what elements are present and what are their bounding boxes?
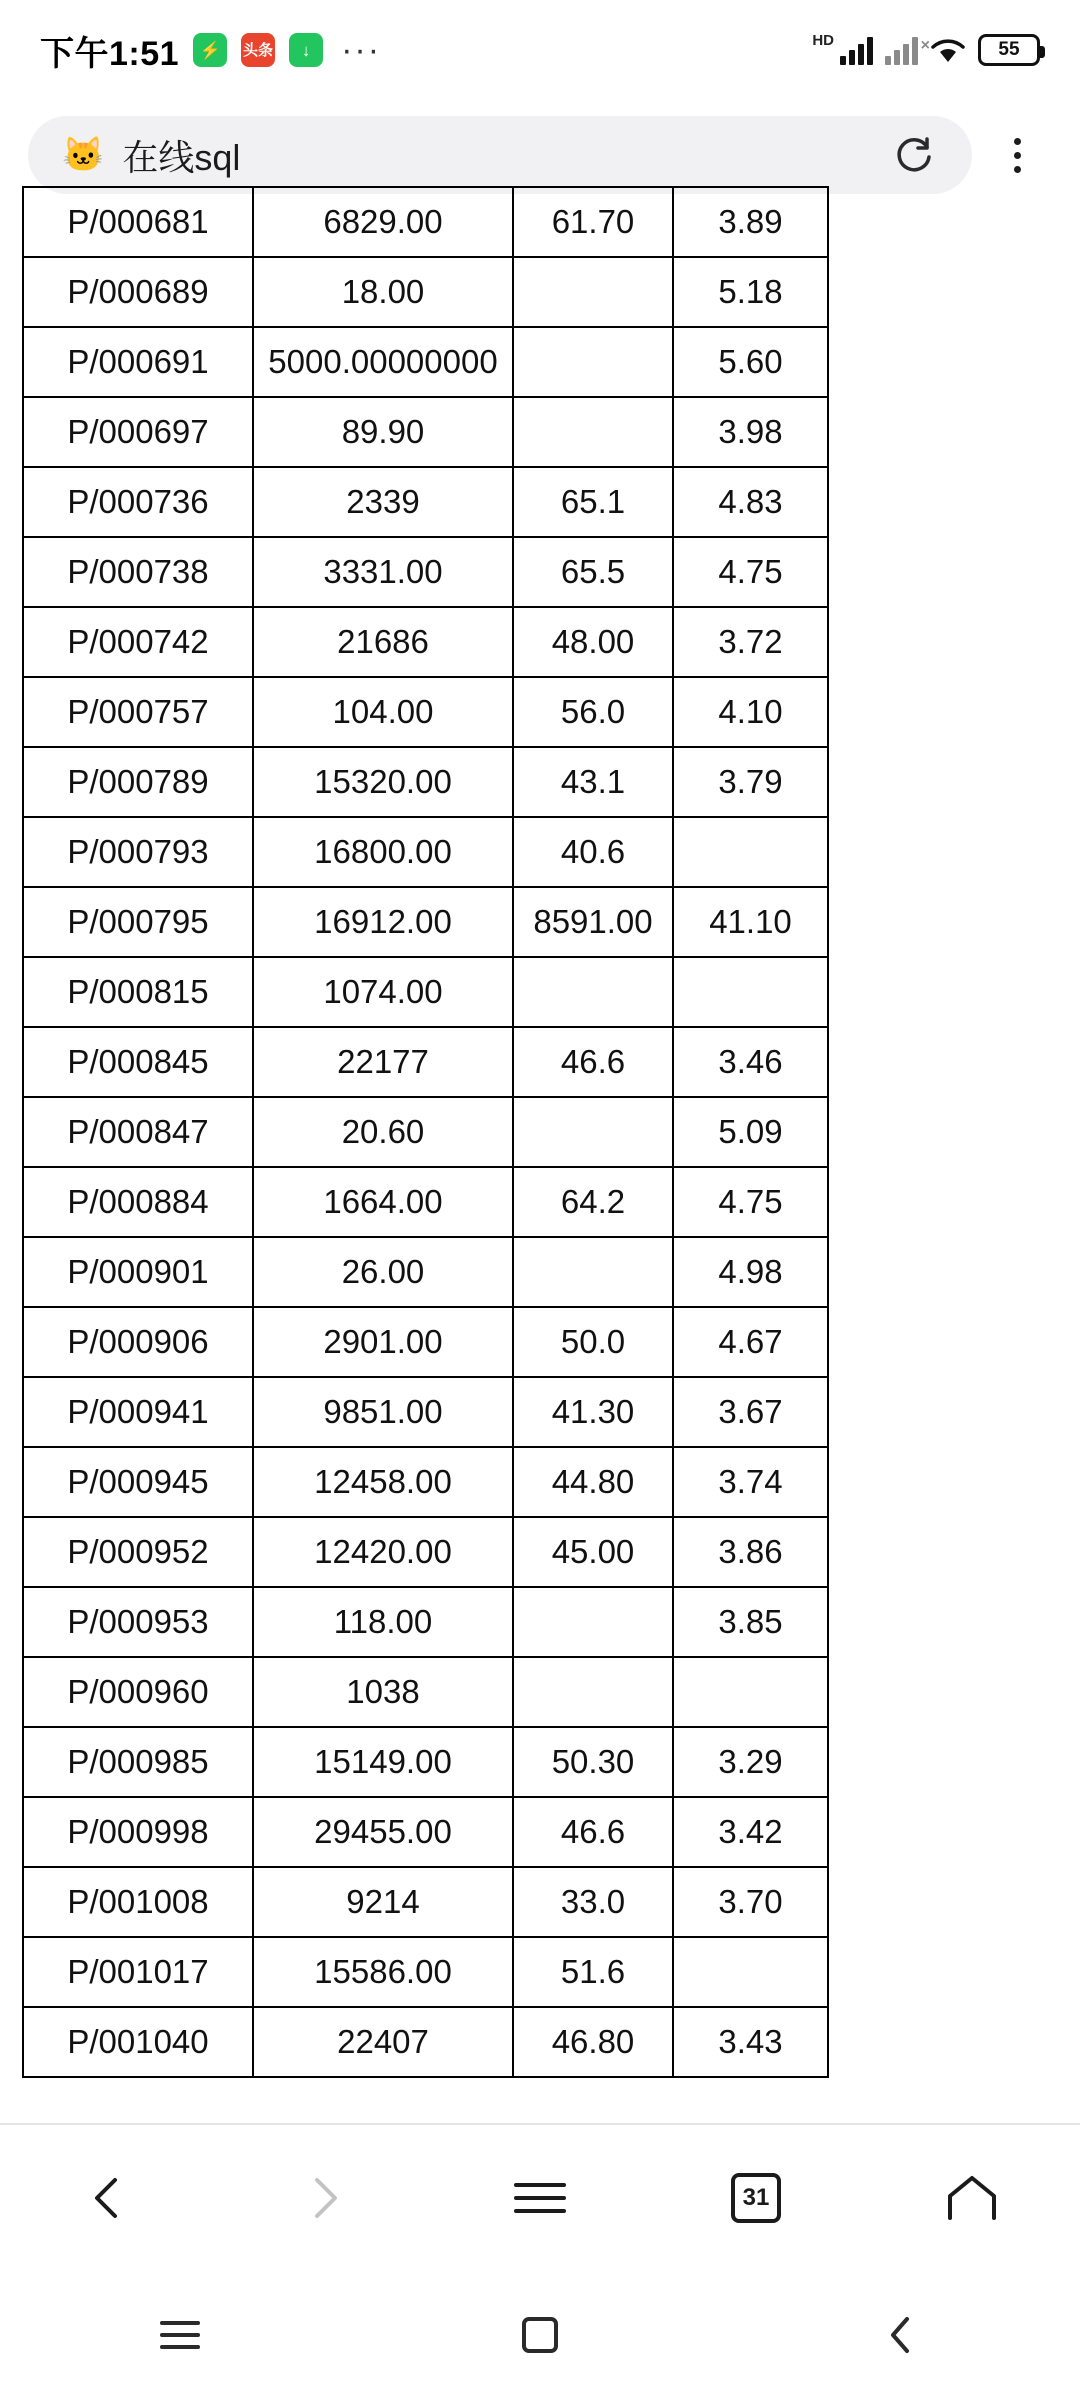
table-row bbox=[23, 467, 828, 537]
table-cell: 3.46 bbox=[673, 1027, 828, 1097]
table-cell: 1074.00 bbox=[253, 957, 513, 1027]
table-cell: P/000789 bbox=[23, 747, 253, 817]
table-cell: 26.00 bbox=[253, 1237, 513, 1307]
table-cell bbox=[513, 1657, 673, 1727]
table-cell: 20.60 bbox=[253, 1097, 513, 1167]
table-cell: 3.79 bbox=[673, 747, 828, 817]
table-cell: 118.00 bbox=[253, 1587, 513, 1657]
system-navigation-bar bbox=[0, 2270, 1080, 2400]
url-text: 在线sql bbox=[122, 136, 241, 178]
status-bar bbox=[0, 0, 1080, 100]
table-cell: 48.00 bbox=[513, 607, 673, 677]
webpage-content[interactable] bbox=[0, 203, 1080, 2060]
table-cell: 16912.00 bbox=[253, 887, 513, 957]
table-cell: 5.60 bbox=[673, 327, 828, 397]
table-cell: 104.00 bbox=[253, 677, 513, 747]
table-cell: 18.00 bbox=[253, 257, 513, 327]
table-cell: 9214 bbox=[253, 1867, 513, 1937]
site-favicon-icon: 🐱 bbox=[62, 136, 105, 174]
table-cell: 1038 bbox=[253, 1657, 513, 1727]
status-bar-right bbox=[812, 31, 1040, 66]
wifi-icon bbox=[930, 36, 966, 64]
table-cell: 45.00 bbox=[513, 1517, 673, 1587]
table-row bbox=[23, 537, 828, 607]
table-row bbox=[23, 747, 828, 817]
signal-icon-sim2: × bbox=[885, 35, 918, 65]
table-row bbox=[23, 1167, 828, 1237]
table-cell: P/000738 bbox=[23, 537, 253, 607]
table-cell bbox=[513, 257, 673, 327]
table-cell: 3.98 bbox=[673, 397, 828, 467]
table-cell: 12420.00 bbox=[253, 1517, 513, 1587]
download-icon: ↓ bbox=[289, 33, 323, 67]
table-cell bbox=[513, 397, 673, 467]
table-cell: P/000941 bbox=[23, 1377, 253, 1447]
table-cell: P/001040 bbox=[23, 2007, 253, 2077]
table-row bbox=[23, 1867, 828, 1937]
table-row bbox=[23, 1587, 828, 1657]
table-cell: P/000960 bbox=[23, 1657, 253, 1727]
table-cell: 3.89 bbox=[673, 187, 828, 257]
table-cell: P/000697 bbox=[23, 397, 253, 467]
status-time: 下午1:51 bbox=[40, 34, 180, 73]
table-cell bbox=[513, 1587, 673, 1657]
table-cell: 46.6 bbox=[513, 1027, 673, 1097]
table-row bbox=[23, 607, 828, 677]
back-chevron-icon bbox=[883, 2313, 917, 2357]
table-cell: 3331.00 bbox=[253, 537, 513, 607]
lightning-app-icon: ⚡ bbox=[193, 33, 227, 67]
table-cell: 3.86 bbox=[673, 1517, 828, 1587]
table-cell: 22407 bbox=[253, 2007, 513, 2077]
table-cell: 22177 bbox=[253, 1027, 513, 1097]
table-cell: 46.6 bbox=[513, 1797, 673, 1867]
system-recents-button[interactable] bbox=[125, 2290, 235, 2380]
browser-menu-button[interactable] bbox=[982, 120, 1052, 190]
battery-level: 55 bbox=[998, 39, 1020, 60]
table-cell bbox=[513, 327, 673, 397]
table-cell bbox=[673, 1937, 828, 2007]
table-cell: P/000884 bbox=[23, 1167, 253, 1237]
table-cell: 50.0 bbox=[513, 1307, 673, 1377]
table-cell: 15320.00 bbox=[253, 747, 513, 817]
table-cell: 12458.00 bbox=[253, 1447, 513, 1517]
table-cell: 2901.00 bbox=[253, 1307, 513, 1377]
table-cell: 65.1 bbox=[513, 467, 673, 537]
table-cell: P/000906 bbox=[23, 1307, 253, 1377]
table-cell bbox=[673, 817, 828, 887]
table-row bbox=[23, 327, 828, 397]
browser-tabs-button[interactable] bbox=[696, 2138, 816, 2258]
results-table bbox=[22, 186, 829, 2078]
table-cell: P/000689 bbox=[23, 257, 253, 327]
table-row bbox=[23, 187, 828, 257]
table-row bbox=[23, 957, 828, 1027]
table-row bbox=[23, 1307, 828, 1377]
table-cell: 3.85 bbox=[673, 1587, 828, 1657]
table-cell: 4.98 bbox=[673, 1237, 828, 1307]
table-row bbox=[23, 1797, 828, 1867]
table-cell: 3.72 bbox=[673, 607, 828, 677]
browser-back-button[interactable] bbox=[48, 2138, 168, 2258]
table-cell: 6829.00 bbox=[253, 187, 513, 257]
table-cell: 8591.00 bbox=[513, 887, 673, 957]
table-cell: 5.18 bbox=[673, 257, 828, 327]
table-cell: 4.83 bbox=[673, 467, 828, 537]
table-cell: P/000793 bbox=[23, 817, 253, 887]
table-row bbox=[23, 257, 828, 327]
table-cell: P/000953 bbox=[23, 1587, 253, 1657]
table-row bbox=[23, 1517, 828, 1587]
table-cell: 46.80 bbox=[513, 2007, 673, 2077]
table-cell: 5.09 bbox=[673, 1097, 828, 1167]
table-cell: 15149.00 bbox=[253, 1727, 513, 1797]
table-cell: 33.0 bbox=[513, 1867, 673, 1937]
table-cell: 4.75 bbox=[673, 537, 828, 607]
table-row bbox=[23, 1447, 828, 1517]
table-cell: P/000952 bbox=[23, 1517, 253, 1587]
table-cell: 15586.00 bbox=[253, 1937, 513, 2007]
table-cell: P/000681 bbox=[23, 187, 253, 257]
table-cell: 9851.00 bbox=[253, 1377, 513, 1447]
table-row bbox=[23, 887, 828, 957]
table-cell: 51.6 bbox=[513, 1937, 673, 2007]
system-home-button[interactable] bbox=[485, 2290, 595, 2380]
table-cell: P/000795 bbox=[23, 887, 253, 957]
table-cell: P/000985 bbox=[23, 1727, 253, 1797]
table-cell: 4.67 bbox=[673, 1307, 828, 1377]
table-cell: 4.75 bbox=[673, 1167, 828, 1237]
table-cell: 40.6 bbox=[513, 817, 673, 887]
table-cell bbox=[513, 957, 673, 1027]
table-cell: P/000742 bbox=[23, 607, 253, 677]
browser-bottom-nav bbox=[0, 2123, 1080, 2270]
results-table-body bbox=[23, 187, 828, 2077]
system-back-button[interactable] bbox=[845, 2290, 955, 2380]
table-cell: 4.10 bbox=[673, 677, 828, 747]
table-cell: P/000847 bbox=[23, 1097, 253, 1167]
table-cell: 1664.00 bbox=[253, 1167, 513, 1237]
table-cell: 44.80 bbox=[513, 1447, 673, 1517]
table-cell: P/000901 bbox=[23, 1237, 253, 1307]
table-cell: 29455.00 bbox=[253, 1797, 513, 1867]
browser-forward-button[interactable] bbox=[264, 2138, 384, 2258]
table-cell: P/000757 bbox=[23, 677, 253, 747]
table-row bbox=[23, 1027, 828, 1097]
table-cell: P/000845 bbox=[23, 1027, 253, 1097]
table-cell: 64.2 bbox=[513, 1167, 673, 1237]
table-cell: P/000945 bbox=[23, 1447, 253, 1517]
table-cell: 3.42 bbox=[673, 1797, 828, 1867]
table-row bbox=[23, 2007, 828, 2077]
browser-menu-lines-button[interactable] bbox=[480, 2138, 600, 2258]
table-cell: P/001017 bbox=[23, 1937, 253, 2007]
reload-icon[interactable] bbox=[892, 132, 938, 178]
table-cell: 3.67 bbox=[673, 1377, 828, 1447]
table-cell bbox=[513, 1237, 673, 1307]
table-cell bbox=[673, 957, 828, 1027]
hd-badge: HD bbox=[812, 31, 834, 49]
table-row bbox=[23, 677, 828, 747]
table-cell: 3.29 bbox=[673, 1727, 828, 1797]
table-row bbox=[23, 817, 828, 887]
table-row bbox=[23, 1937, 828, 2007]
battery-icon bbox=[978, 34, 1040, 66]
table-cell: P/000815 bbox=[23, 957, 253, 1027]
status-overflow-dots: ··· bbox=[341, 31, 382, 69]
table-cell: 3.43 bbox=[673, 2007, 828, 2077]
signal-icon-sim1 bbox=[840, 35, 873, 65]
table-row bbox=[23, 397, 828, 467]
table-cell: 65.5 bbox=[513, 537, 673, 607]
table-cell: 41.10 bbox=[673, 887, 828, 957]
table-cell: 2339 bbox=[253, 467, 513, 537]
table-cell: 56.0 bbox=[513, 677, 673, 747]
table-cell bbox=[673, 1657, 828, 1727]
table-row bbox=[23, 1377, 828, 1447]
table-cell: 43.1 bbox=[513, 747, 673, 817]
home-square-icon bbox=[522, 2317, 558, 2353]
table-cell: P/000691 bbox=[23, 327, 253, 397]
tabs-count: 31 bbox=[731, 2173, 781, 2223]
browser-home-button[interactable] bbox=[912, 2138, 1032, 2258]
table-cell bbox=[513, 1097, 673, 1167]
toutiao-app-icon: 头条 bbox=[241, 33, 275, 67]
table-row bbox=[23, 1237, 828, 1307]
status-bar-left bbox=[40, 26, 381, 75]
table-cell: P/000736 bbox=[23, 467, 253, 537]
table-row bbox=[23, 1727, 828, 1797]
recents-icon bbox=[160, 2321, 200, 2349]
table-cell: 21686 bbox=[253, 607, 513, 677]
table-cell: 41.30 bbox=[513, 1377, 673, 1447]
table-cell: 61.70 bbox=[513, 187, 673, 257]
table-cell: 50.30 bbox=[513, 1727, 673, 1797]
table-row bbox=[23, 1657, 828, 1727]
table-cell: 89.90 bbox=[253, 397, 513, 467]
table-cell: 5000.00000000 bbox=[253, 327, 513, 397]
table-cell: 3.70 bbox=[673, 1867, 828, 1937]
table-cell: 16800.00 bbox=[253, 817, 513, 887]
table-cell: P/000998 bbox=[23, 1797, 253, 1867]
url-bar[interactable] bbox=[28, 116, 972, 194]
table-row bbox=[23, 1097, 828, 1167]
table-cell: 3.74 bbox=[673, 1447, 828, 1517]
table-cell: P/001008 bbox=[23, 1867, 253, 1937]
